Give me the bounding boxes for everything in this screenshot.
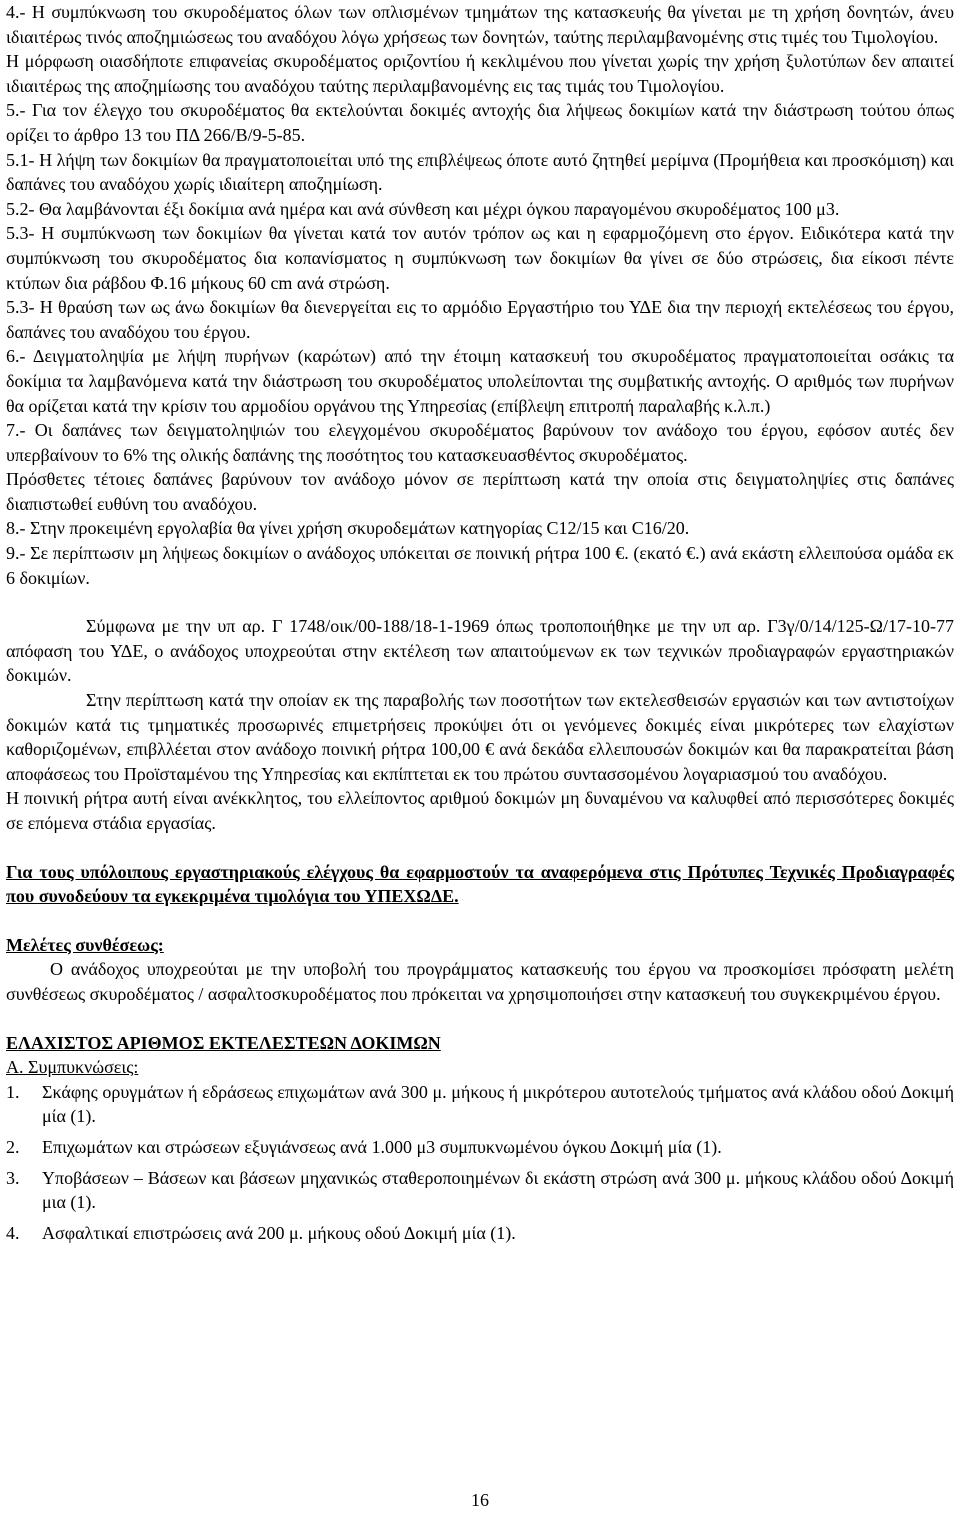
list-item-text: Επιχωμάτων και στρώσεων εξυγιάνσεως ανά 1.000 μ3 συμπυκνωμένου όγκου Δοκιμή μία (1). bbox=[42, 1136, 722, 1157]
section-min-tests bbox=[6, 1031, 954, 1246]
list-item-number: 2. bbox=[6, 1136, 20, 1157]
section-studies bbox=[6, 933, 954, 1007]
studies-text: Ο ανάδοχος υποχρεούται με την υποβολή του προγράμματος κατασκευής του έργου να προσκομίσει πρόσφατη μελέτη συνθέσεως σκυροδέματος / ασφαλτοσκυροδέματος που πρόκειται να χρησιμοποιήσει στην κατασκευή του συγκεκριμένου έργου. bbox=[6, 959, 954, 1004]
section-concrete-tests bbox=[6, 0, 954, 590]
list-item-number: 3. bbox=[6, 1167, 20, 1188]
list-item bbox=[6, 1080, 954, 1129]
bold-notice: Για τους υπόλοιπους εργαστηριακούς ελέγχους θα εφαρμοστούν τα αναφερόμενα στις Πρότυπες Τεχνικές Προδιαγραφές που συνοδεύουν τα εγκεκριμένα τιμολόγια του ΥΠΕΧΩΔΕ. bbox=[6, 861, 954, 907]
list-item-text: Υποβάσεων – Βάσεων και βάσεων μηχανικώς σταθεροποιημένων δι εκάστη στρώση ανά 300 μ. μήκους κλάδου οδού Δοκιμή μια (1). bbox=[42, 1167, 954, 1213]
page-number: 16 bbox=[471, 1490, 489, 1510]
spacer bbox=[6, 590, 954, 614]
min-tests-title: ΕΛΑΧΙΣΤΟΣ ΑΡΙΘΜΟΣ ΕΚΤΕΛΕΣΤΕΩΝ ΔΟΚΙΜΩΝ bbox=[6, 1032, 441, 1053]
paragraph: 5.1- Η λήψη των δοκιμίων θα πραγματοποιείται υπό της επιβλέψεως όποτε αυτό ζητηθεί μερίμνα (Προμήθεια και προσκόμιση) και δαπάνες του αναδόχου χωρίς ιδιαίτερη αποζημίωση. bbox=[6, 149, 954, 195]
list-item bbox=[6, 1166, 954, 1215]
paragraph: 5.- Για τον έλεγχο του σκυροδέματος θα εκτελούνται δοκιμές αντοχής δια λήψεως δοκιμίων κατά την διάστρωση τούτου όπως ορίζει το άρθρο 13 του ΠΔ 266/Β/9-5-85. bbox=[6, 100, 954, 145]
list-item-number: 4. bbox=[6, 1222, 20, 1243]
paragraph: 7.- Οι δαπάνες των δειγματοληψιών του ελεγχομένου σκυροδέματος βαρύνουν τον ανάδοχο του έργου, εφόσον αυτές δεν υπερβαίνουν το 6% της ολικής δαπάνης της ποσότητος του κατασκευασθέντος σκυροδέματος. bbox=[6, 420, 954, 465]
min-tests-list bbox=[6, 1080, 954, 1246]
paragraph: Στην περίπτωση κατά την οποίαν εκ της παραβολής των ποσοτήτων των εκτελεσθεισών εργασιών και των αντιστοίχων δοκιμών κατά τις τμηματικές προσωρινές επιμετρήσεις προκύψει ότι οι γενόμενες δοκιμές είναι μικρότερες των ελαχίστων καθοριζομένων, επιβλλέεται στον ανάδοχο ποινική ρήτρα 100,00 € ανά δεκάδα ελλειπουσών δοκιμών και θα παρακρατείται βάση αποφάσεως του Προϊσταμένου της Υπηρεσίας και εκπίπτεται εκ του πρώτου συντασσομένου λογαριασμού του αναδόχου. bbox=[6, 690, 954, 784]
list-item bbox=[6, 1135, 954, 1160]
paragraph: Σύμφωνα με την υπ αρ. Γ 1748/οικ/00-188/18-1-1969 όπως τροποποιήθηκε με την υπ αρ. Γ3γ/0/14/125-Ω/17-10-77 απόφαση του ΥΔΕ, ο ανάδοχος υποχρεούται στην εκτέλεση των απαιτούμενων εκ των τεχνικών προδιαγραφών εργαστηριακών δοκιμών. bbox=[6, 616, 954, 686]
spacer bbox=[6, 836, 954, 860]
paragraph: Πρόσθετες τέτοιες δαπάνες βαρύνουν τον ανάδοχο μόνον σε περίπτωση κατά την οποία στις δειγματοληψίες στις δαπάνες διαπιστωθεί ευθύνη του αναδόχου. bbox=[6, 469, 954, 514]
paragraph: 4.- Η συμπύκνωση του σκυροδέματος όλων των οπλισμένων τμημάτων της κατασκευής θα γίνεται με τη χρήση δονητών, άνευ ιδιαιτέρως τινός αποζημιώσεως του αναδόχου λόγω χρήσεως των δονητών, ταύτης περιλαμβανομένης στις τιμές του Τιμολογίου. bbox=[6, 2, 954, 47]
paragraph: 8.- Στην προκειμένη εργολαβία θα γίνει χρήση σκυροδεμάτων κατηγορίας C12/15 και C16/20. bbox=[6, 518, 690, 539]
list-item-text: Ασφαλτικαί επιστρώσεις ανά 200 μ. μήκους οδού Δοκιμή μία (1). bbox=[42, 1222, 516, 1243]
section-lab-tests bbox=[6, 614, 954, 835]
spacer bbox=[6, 1007, 954, 1031]
paragraph: Η ποινική ρήτρα αυτή είναι ανέκκλητος, του ελλείποντος αριθμού δοκιμών μη δυναμένου να καλυφθεί από περισσότερες δοκιμές σε επόμενα στάδια εργασίας. bbox=[6, 788, 954, 833]
paragraph: Η μόρφωση οιασδήποτε επιφανείας σκυροδέματος οριζοντίου ή κεκλιμένου που γίνεται χωρίς την χρήση ξυλοτύπων δεν απαιτεί ιδιαιτέρως της αποζημίωσης του αναδόχου ταύτης περιλαμβανομένης εις τας τιμάς του Τιμολογίου. bbox=[6, 51, 954, 96]
min-tests-subtitle: Α. Συμπυκνώσεις: bbox=[6, 1057, 139, 1078]
paragraph: 9.- Σε περίπτωσιν μη λήψεως δοκιμίων ο ανάδοχος υπόκειται σε ποινική ρήτρα 100 €. (εκατό €.) ανά εκάστη ελλειπούσα ομάδα εκ 6 δοκιμίων. bbox=[6, 543, 954, 588]
studies-title: Μελέτες συνθέσεως: bbox=[6, 934, 164, 955]
spacer bbox=[6, 909, 954, 933]
paragraph: 5.2- Θα λαμβάνονται έξι δοκίμια ανά ημέρα και ανά σύνθεση και μέχρι όγκου παραγομένου σκυροδέματος 100 μ3. bbox=[6, 198, 840, 219]
list-item-number: 1. bbox=[6, 1081, 20, 1102]
paragraph: 5.3- Η συμπύκνωση των δοκιμίων θα γίνεται κατά τον αυτόν τρόπον ως και η εφαρμοζόμενη στο έργον. Ειδικότερα κατά την συμπύκνωση του σκυροδέματος δια κοπανίσματος η συμπύκνωση των δοκιμίων θα γίνει σε δύο στρώσεις, δια είκοσι πέντε κτύπων δια ράβδου Φ.16 μήκους 60 cm ανά στρώση. bbox=[6, 223, 954, 293]
list-item bbox=[6, 1221, 954, 1246]
list-item-text: Σκάφης ορυγμάτων ή εδράσεως επιχωμάτων ανά 300 μ. μήκους ή μικρότερου αυτοτελούς τμήματος ανά κλάδου οδού Δοκιμή μία (1). bbox=[42, 1081, 954, 1127]
paragraph: 5.3- Η θραύση των ως άνω δοκιμίων θα διενεργείται εις το αρμόδιο Εργαστήριο του ΥΔΕ δια την περιοχή εκτελέσεως του έργου, δαπάνες του αναδόχου του έργου. bbox=[6, 297, 954, 342]
paragraph: 6.- Δειγματοληψία με λήψη πυρήνων (καρώτων) από την έτοιμη κατασκευή του σκυροδέματος πραγματοποιείται οσάκις τα δοκίμια τα λαμβανόμενα κατά την διάστρωση του σκυροδέματος υπολείπονται της συμβατικής αντοχής. Ο αριθμός των πυρήνων θα ορίζεται κατά την κρίσιν του αρμοδίου οργάνου της Υπηρεσίας (επίβλεψη επιτροπή παραλαβής κ.λ.π.) bbox=[6, 346, 954, 416]
